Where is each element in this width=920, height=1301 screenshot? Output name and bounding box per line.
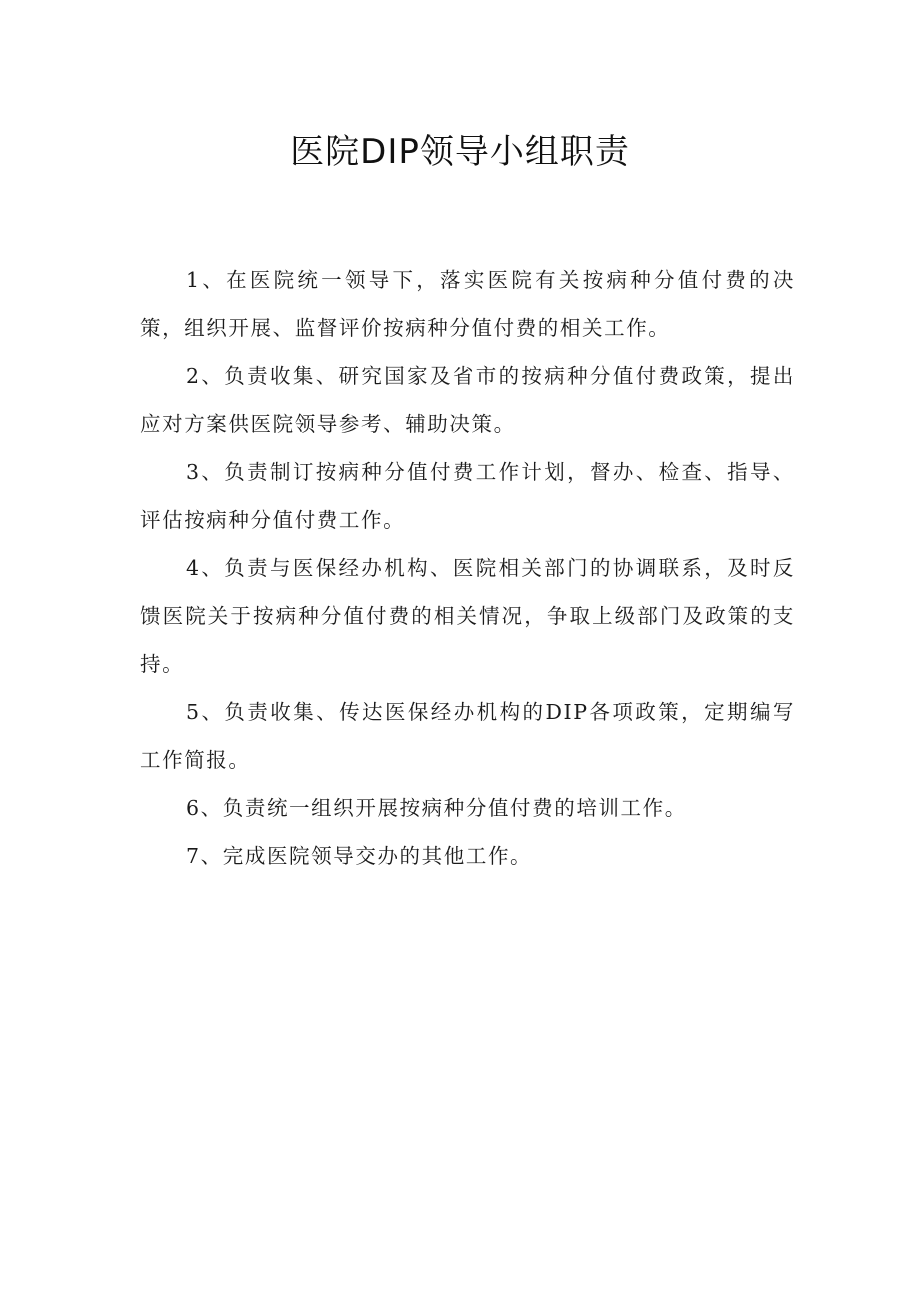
duty-item-7: 7、完成医院领导交办的其他工作。 <box>186 844 533 868</box>
duty-item-6: 6、负责统一组织开展按病种分值付费的培训工作。 <box>186 796 687 820</box>
document-title: 医院DIP领导小组职责 <box>290 132 630 172</box>
duty-item-1: 1、在医院统一领导下，落实医院有关按病种分值付费的决策，组织开展、监督评价按病种分值付费的相关工作。 <box>140 268 795 340</box>
duty-item-2: 2、负责收集、研究国家及省市的按病种分值付费政策，提出应对方案供医院领导参考、辅助决策。 <box>140 364 795 436</box>
duty-item-4: 4、负责与医保经办机构、医院相关部门的协调联系，及时反馈医院关于按病种分值付费的相关情况，争取上级部门及政策的支持。 <box>140 556 795 676</box>
document-body <box>140 256 795 880</box>
duty-item-5: 5、负责收集、传达医保经办机构的DIP各项政策，定期编写工作简报。 <box>140 700 795 772</box>
duty-item-3: 3、负责制订按病种分值付费工作计划，督办、检查、指导、评估按病种分值付费工作。 <box>140 460 795 532</box>
